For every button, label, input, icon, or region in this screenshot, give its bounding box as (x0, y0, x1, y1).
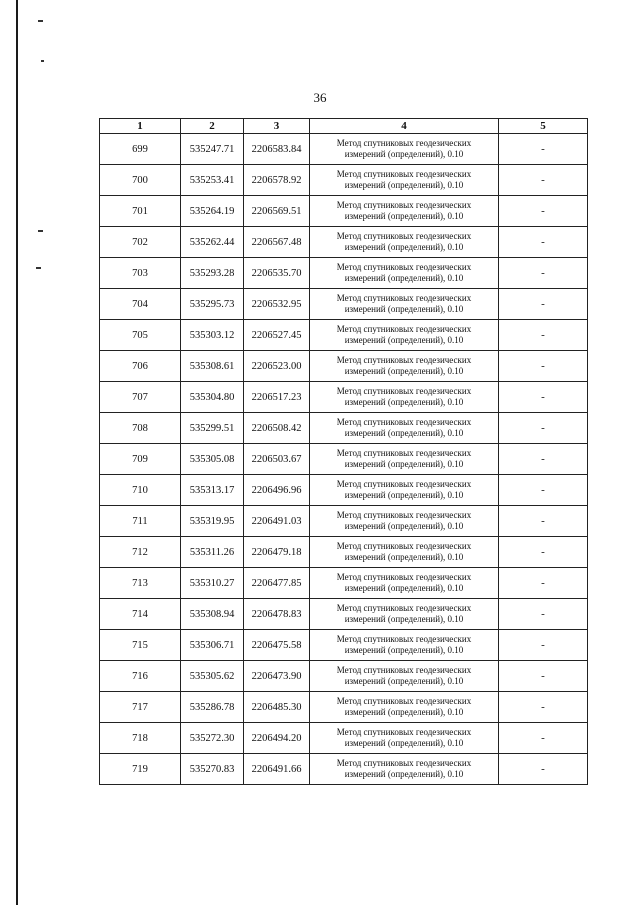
column-5-cell: - (499, 351, 588, 382)
table-row (100, 382, 588, 413)
table-row (100, 723, 588, 754)
table-row (100, 196, 588, 227)
method-cell (310, 351, 499, 382)
x-coordinate-cell: 535272.30 (181, 723, 244, 754)
method-cell (310, 599, 499, 630)
scan-speck (38, 20, 43, 22)
column-5-cell: - (499, 599, 588, 630)
method-line-1: Метод спутниковых геодезических (336, 603, 472, 613)
x-coordinate-cell: 535308.94 (181, 599, 244, 630)
y-coordinate-cell: 2206508.42 (244, 413, 310, 444)
y-coordinate-cell: 2206583.84 (244, 134, 310, 165)
point-number-cell: 705 (100, 320, 181, 351)
method-line-2: измерений (определений), 0.10 (344, 242, 464, 252)
scan-speck (36, 267, 41, 269)
x-coordinate-cell: 535264.19 (181, 196, 244, 227)
y-coordinate-cell: 2206532.95 (244, 289, 310, 320)
column-header: 2 (181, 119, 244, 134)
method-line-1: Метод спутниковых геодезических (336, 634, 472, 644)
column-5-cell: - (499, 692, 588, 723)
y-coordinate-cell: 2206477.85 (244, 568, 310, 599)
method-line-1: Метод спутниковых геодезических (336, 417, 472, 427)
method-cell (310, 692, 499, 723)
method-line-2: измерений (определений), 0.10 (344, 552, 464, 562)
method-cell (310, 630, 499, 661)
point-number-cell: 706 (100, 351, 181, 382)
column-header: 1 (100, 119, 181, 134)
x-coordinate-cell: 535262.44 (181, 227, 244, 258)
x-coordinate-cell: 535305.62 (181, 661, 244, 692)
column-5-cell: - (499, 506, 588, 537)
point-number-cell: 719 (100, 754, 181, 785)
method-line-2: измерений (определений), 0.10 (344, 211, 464, 221)
method-line-2: измерений (определений), 0.10 (344, 149, 464, 159)
point-number-cell: 717 (100, 692, 181, 723)
column-5-cell: - (499, 537, 588, 568)
table-row (100, 506, 588, 537)
point-number-cell: 714 (100, 599, 181, 630)
column-5-cell: - (499, 444, 588, 475)
column-header: 5 (499, 119, 588, 134)
x-coordinate-cell: 535304.80 (181, 382, 244, 413)
table-row (100, 289, 588, 320)
method-line-1: Метод спутниковых геодезических (336, 200, 472, 210)
y-coordinate-cell: 2206517.23 (244, 382, 310, 413)
scan-edge-line (16, 0, 18, 905)
table-row (100, 754, 588, 785)
table-row (100, 258, 588, 289)
y-coordinate-cell: 2206491.66 (244, 754, 310, 785)
method-cell (310, 754, 499, 785)
y-coordinate-cell: 2206535.70 (244, 258, 310, 289)
table-row (100, 537, 588, 568)
method-line-1: Метод спутниковых геодезических (336, 758, 472, 768)
x-coordinate-cell: 535311.26 (181, 537, 244, 568)
x-coordinate-cell: 535310.27 (181, 568, 244, 599)
point-number-cell: 711 (100, 506, 181, 537)
table-header-row (100, 119, 588, 134)
column-5-cell: - (499, 382, 588, 413)
y-coordinate-cell: 2206567.48 (244, 227, 310, 258)
method-line-1: Метод спутниковых геодезических (336, 169, 472, 179)
column-5-cell: - (499, 630, 588, 661)
point-number-cell: 709 (100, 444, 181, 475)
y-coordinate-cell: 2206496.96 (244, 475, 310, 506)
method-line-2: измерений (определений), 0.10 (344, 521, 464, 531)
table-row (100, 351, 588, 382)
method-line-1: Метод спутниковых геодезических (336, 541, 472, 551)
x-coordinate-cell: 535313.17 (181, 475, 244, 506)
table-row (100, 475, 588, 506)
table-row (100, 320, 588, 351)
column-5-cell: - (499, 723, 588, 754)
method-line-2: измерений (определений), 0.10 (344, 614, 464, 624)
method-cell (310, 165, 499, 196)
point-number-cell: 715 (100, 630, 181, 661)
method-line-2: измерений (определений), 0.10 (344, 645, 464, 655)
column-5-cell: - (499, 320, 588, 351)
point-number-cell: 716 (100, 661, 181, 692)
method-cell (310, 723, 499, 754)
point-number-cell: 699 (100, 134, 181, 165)
method-line-2: измерений (определений), 0.10 (344, 769, 464, 779)
column-5-cell: - (499, 754, 588, 785)
point-number-cell: 700 (100, 165, 181, 196)
method-line-1: Метод спутниковых геодезических (336, 448, 472, 458)
column-5-cell: - (499, 227, 588, 258)
x-coordinate-cell: 535319.95 (181, 506, 244, 537)
column-5-cell: - (499, 289, 588, 320)
method-line-2: измерений (определений), 0.10 (344, 180, 464, 190)
method-line-2: измерений (определений), 0.10 (344, 459, 464, 469)
column-header: 4 (310, 119, 499, 134)
y-coordinate-cell: 2206473.90 (244, 661, 310, 692)
method-line-1: Метод спутниковых геодезических (336, 293, 472, 303)
y-coordinate-cell: 2206475.58 (244, 630, 310, 661)
table-row (100, 165, 588, 196)
method-line-1: Метод спутниковых геодезических (336, 262, 472, 272)
method-line-2: измерений (определений), 0.10 (344, 428, 464, 438)
scan-speck (38, 230, 43, 232)
method-line-2: измерений (определений), 0.10 (344, 583, 464, 593)
y-coordinate-cell: 2206494.20 (244, 723, 310, 754)
y-coordinate-cell: 2206491.03 (244, 506, 310, 537)
x-coordinate-cell: 535305.08 (181, 444, 244, 475)
table-row (100, 227, 588, 258)
x-coordinate-cell: 535295.73 (181, 289, 244, 320)
table-row (100, 599, 588, 630)
method-cell (310, 134, 499, 165)
x-coordinate-cell: 535299.51 (181, 413, 244, 444)
method-line-1: Метод спутниковых геодезических (336, 510, 472, 520)
table-body (100, 134, 588, 785)
method-cell (310, 537, 499, 568)
table-row (100, 661, 588, 692)
column-5-cell: - (499, 661, 588, 692)
coordinates-table (99, 118, 588, 785)
y-coordinate-cell: 2206485.30 (244, 692, 310, 723)
y-coordinate-cell: 2206479.18 (244, 537, 310, 568)
x-coordinate-cell: 535247.71 (181, 134, 244, 165)
method-line-1: Метод спутниковых геодезических (336, 572, 472, 582)
method-cell (310, 382, 499, 413)
method-line-1: Метод спутниковых геодезических (336, 231, 472, 241)
x-coordinate-cell: 535308.61 (181, 351, 244, 382)
method-line-2: измерений (определений), 0.10 (344, 490, 464, 500)
method-cell (310, 196, 499, 227)
method-line-2: измерений (определений), 0.10 (344, 335, 464, 345)
point-number-cell: 713 (100, 568, 181, 599)
method-line-1: Метод спутниковых геодезических (336, 355, 472, 365)
point-number-cell: 702 (100, 227, 181, 258)
column-header: 3 (244, 119, 310, 134)
point-number-cell: 701 (100, 196, 181, 227)
x-coordinate-cell: 535293.28 (181, 258, 244, 289)
method-cell (310, 475, 499, 506)
column-5-cell: - (499, 413, 588, 444)
x-coordinate-cell: 535270.83 (181, 754, 244, 785)
x-coordinate-cell: 535253.41 (181, 165, 244, 196)
table-row (100, 134, 588, 165)
table-row (100, 630, 588, 661)
point-number-cell: 707 (100, 382, 181, 413)
method-line-1: Метод спутниковых геодезических (336, 696, 472, 706)
page-number: 36 (313, 90, 327, 105)
method-line-2: измерений (определений), 0.10 (344, 707, 464, 717)
method-cell (310, 661, 499, 692)
method-line-2: измерений (определений), 0.10 (344, 366, 464, 376)
method-cell (310, 227, 499, 258)
column-5-cell: - (499, 258, 588, 289)
method-cell (310, 289, 499, 320)
y-coordinate-cell: 2206523.00 (244, 351, 310, 382)
point-number-cell: 703 (100, 258, 181, 289)
column-5-cell: - (499, 568, 588, 599)
point-number-cell: 712 (100, 537, 181, 568)
column-5-cell: - (499, 475, 588, 506)
point-number-cell: 718 (100, 723, 181, 754)
table-row (100, 413, 588, 444)
point-number-cell: 704 (100, 289, 181, 320)
method-line-2: измерений (определений), 0.10 (344, 397, 464, 407)
column-5-cell: - (499, 196, 588, 227)
column-5-cell: - (499, 134, 588, 165)
method-line-1: Метод спутниковых геодезических (336, 386, 472, 396)
table-row (100, 568, 588, 599)
method-cell (310, 413, 499, 444)
method-line-2: измерений (определений), 0.10 (344, 738, 464, 748)
method-cell (310, 444, 499, 475)
point-number-cell: 710 (100, 475, 181, 506)
method-line-2: измерений (определений), 0.10 (344, 304, 464, 314)
y-coordinate-cell: 2206527.45 (244, 320, 310, 351)
x-coordinate-cell: 535286.78 (181, 692, 244, 723)
method-line-1: Метод спутниковых геодезических (336, 479, 472, 489)
y-coordinate-cell: 2206569.51 (244, 196, 310, 227)
point-number-cell: 708 (100, 413, 181, 444)
table-row (100, 444, 588, 475)
y-coordinate-cell: 2206503.67 (244, 444, 310, 475)
method-line-1: Метод спутниковых геодезических (336, 665, 472, 675)
method-line-1: Метод спутниковых геодезических (336, 324, 472, 334)
method-cell (310, 320, 499, 351)
method-line-2: измерений (определений), 0.10 (344, 273, 464, 283)
column-5-cell: - (499, 165, 588, 196)
method-cell (310, 568, 499, 599)
y-coordinate-cell: 2206578.92 (244, 165, 310, 196)
method-line-1: Метод спутниковых геодезических (336, 727, 472, 737)
scan-speck (41, 60, 44, 62)
x-coordinate-cell: 535306.71 (181, 630, 244, 661)
method-line-1: Метод спутниковых геодезических (336, 138, 472, 148)
method-cell (310, 506, 499, 537)
x-coordinate-cell: 535303.12 (181, 320, 244, 351)
method-cell (310, 258, 499, 289)
y-coordinate-cell: 2206478.83 (244, 599, 310, 630)
table-row (100, 692, 588, 723)
method-line-2: измерений (определений), 0.10 (344, 676, 464, 686)
